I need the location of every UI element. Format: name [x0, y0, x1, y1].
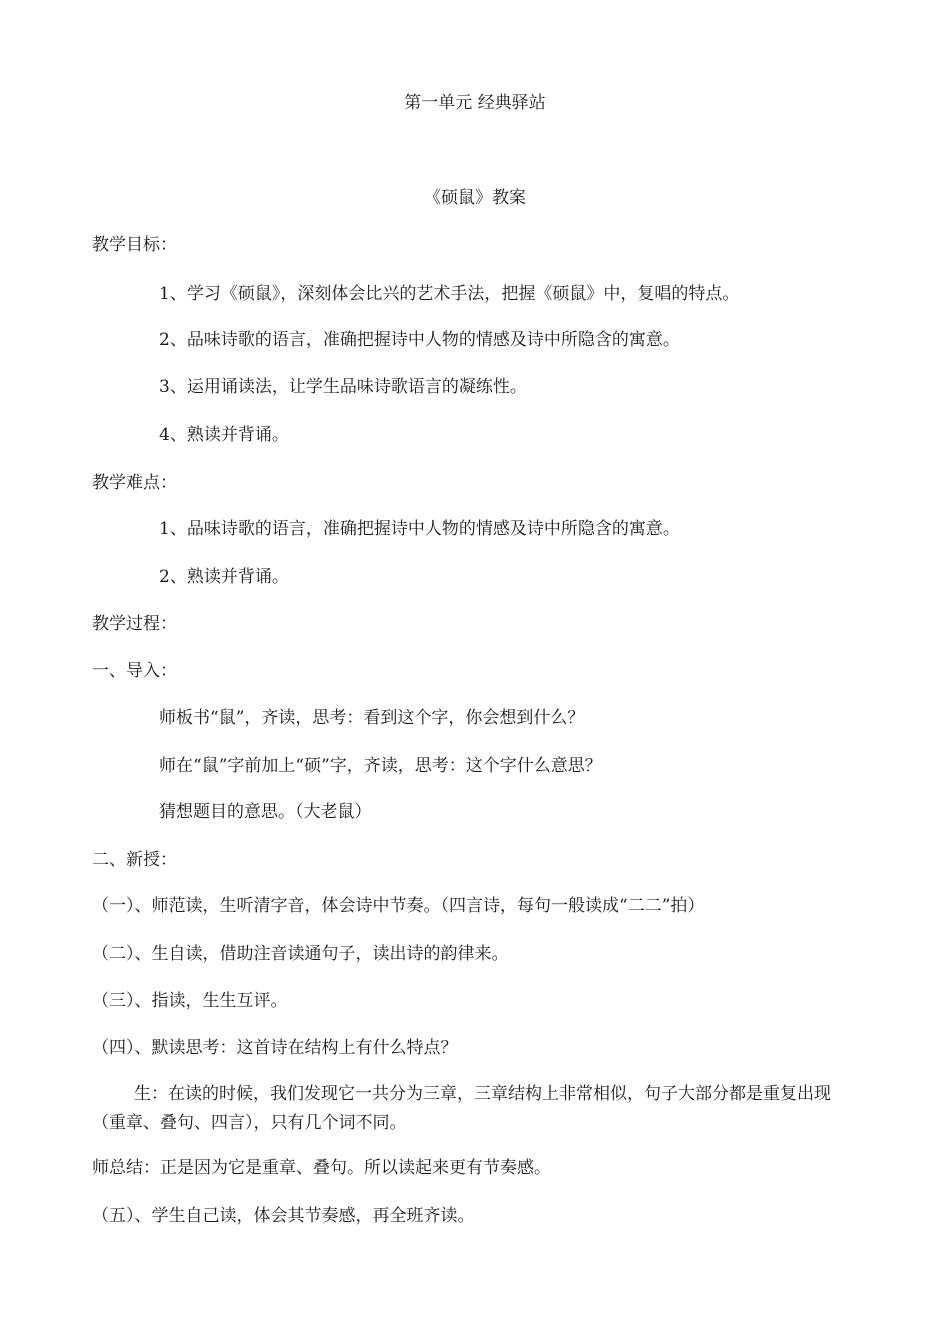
new-lesson-step: （四）、默读思考：这首诗在结构上有什么特点？	[92, 1038, 458, 1058]
difficulty-item: 2、熟读并背诵。	[159, 567, 289, 587]
lesson-title: 《硕鼠》教案	[424, 188, 526, 208]
intro-item: 猜想题目的意思。（大老鼠）	[159, 802, 372, 822]
new-lesson-heading: 二、新授：	[92, 850, 177, 870]
objective-item: 2、品味诗歌的语言，准确把握诗中人物的情感及诗中所隐含的寓意。	[159, 330, 680, 350]
objective-item: 3、运用诵读法，让学生品味诗歌语言的凝练性。	[159, 377, 527, 397]
intro-item: 师在“鼠”字前加上“硕”字，齐读，思考：这个字什么意思？	[159, 756, 602, 776]
new-lesson-step: （五）、学生自己读，体会其节奏感，再全班齐读。	[92, 1206, 475, 1226]
difficulty-item: 1、品味诗歌的语言，准确把握诗中人物的情感及诗中所隐含的寓意。	[159, 519, 680, 539]
unit-title: 第一单元 经典驿站	[404, 93, 546, 113]
intro-item: 师板书“鼠”，齐读，思考：看到这个字，你会想到什么？	[159, 708, 585, 728]
new-lesson-step: （二）、生自读，借助注音读通句子，读出诗的韵律来。	[92, 944, 509, 964]
difficulties-heading: 教学难点：	[92, 473, 177, 493]
teacher-summary: 师总结：正是因为它是重章、叠句。所以读起来更有节奏感。	[92, 1158, 551, 1178]
new-lesson-step: （三）、指读，生生互评。	[92, 991, 288, 1011]
objectives-heading: 教学目标：	[92, 235, 177, 255]
student-answer: 生：在读的时候，我们发现它一共分为三章，三章结构上非常相似，句子大部分都是重复出现（重章、叠句、四言），只有几个词不同。	[92, 1084, 831, 1133]
new-lesson-step: （一）、师范读，生听清字音，体会诗中节奏。（四言诗，每句一般读成“二二”拍）	[92, 896, 705, 916]
intro-heading: 一、导入：	[92, 661, 177, 681]
objective-item: 4、熟读并背诵。	[159, 425, 289, 445]
objective-item: 1、学习《硕鼠》，深刻体会比兴的艺术手法，把握《硕鼠》中，复唱的特点。	[159, 284, 740, 304]
process-heading: 教学过程：	[92, 614, 177, 634]
